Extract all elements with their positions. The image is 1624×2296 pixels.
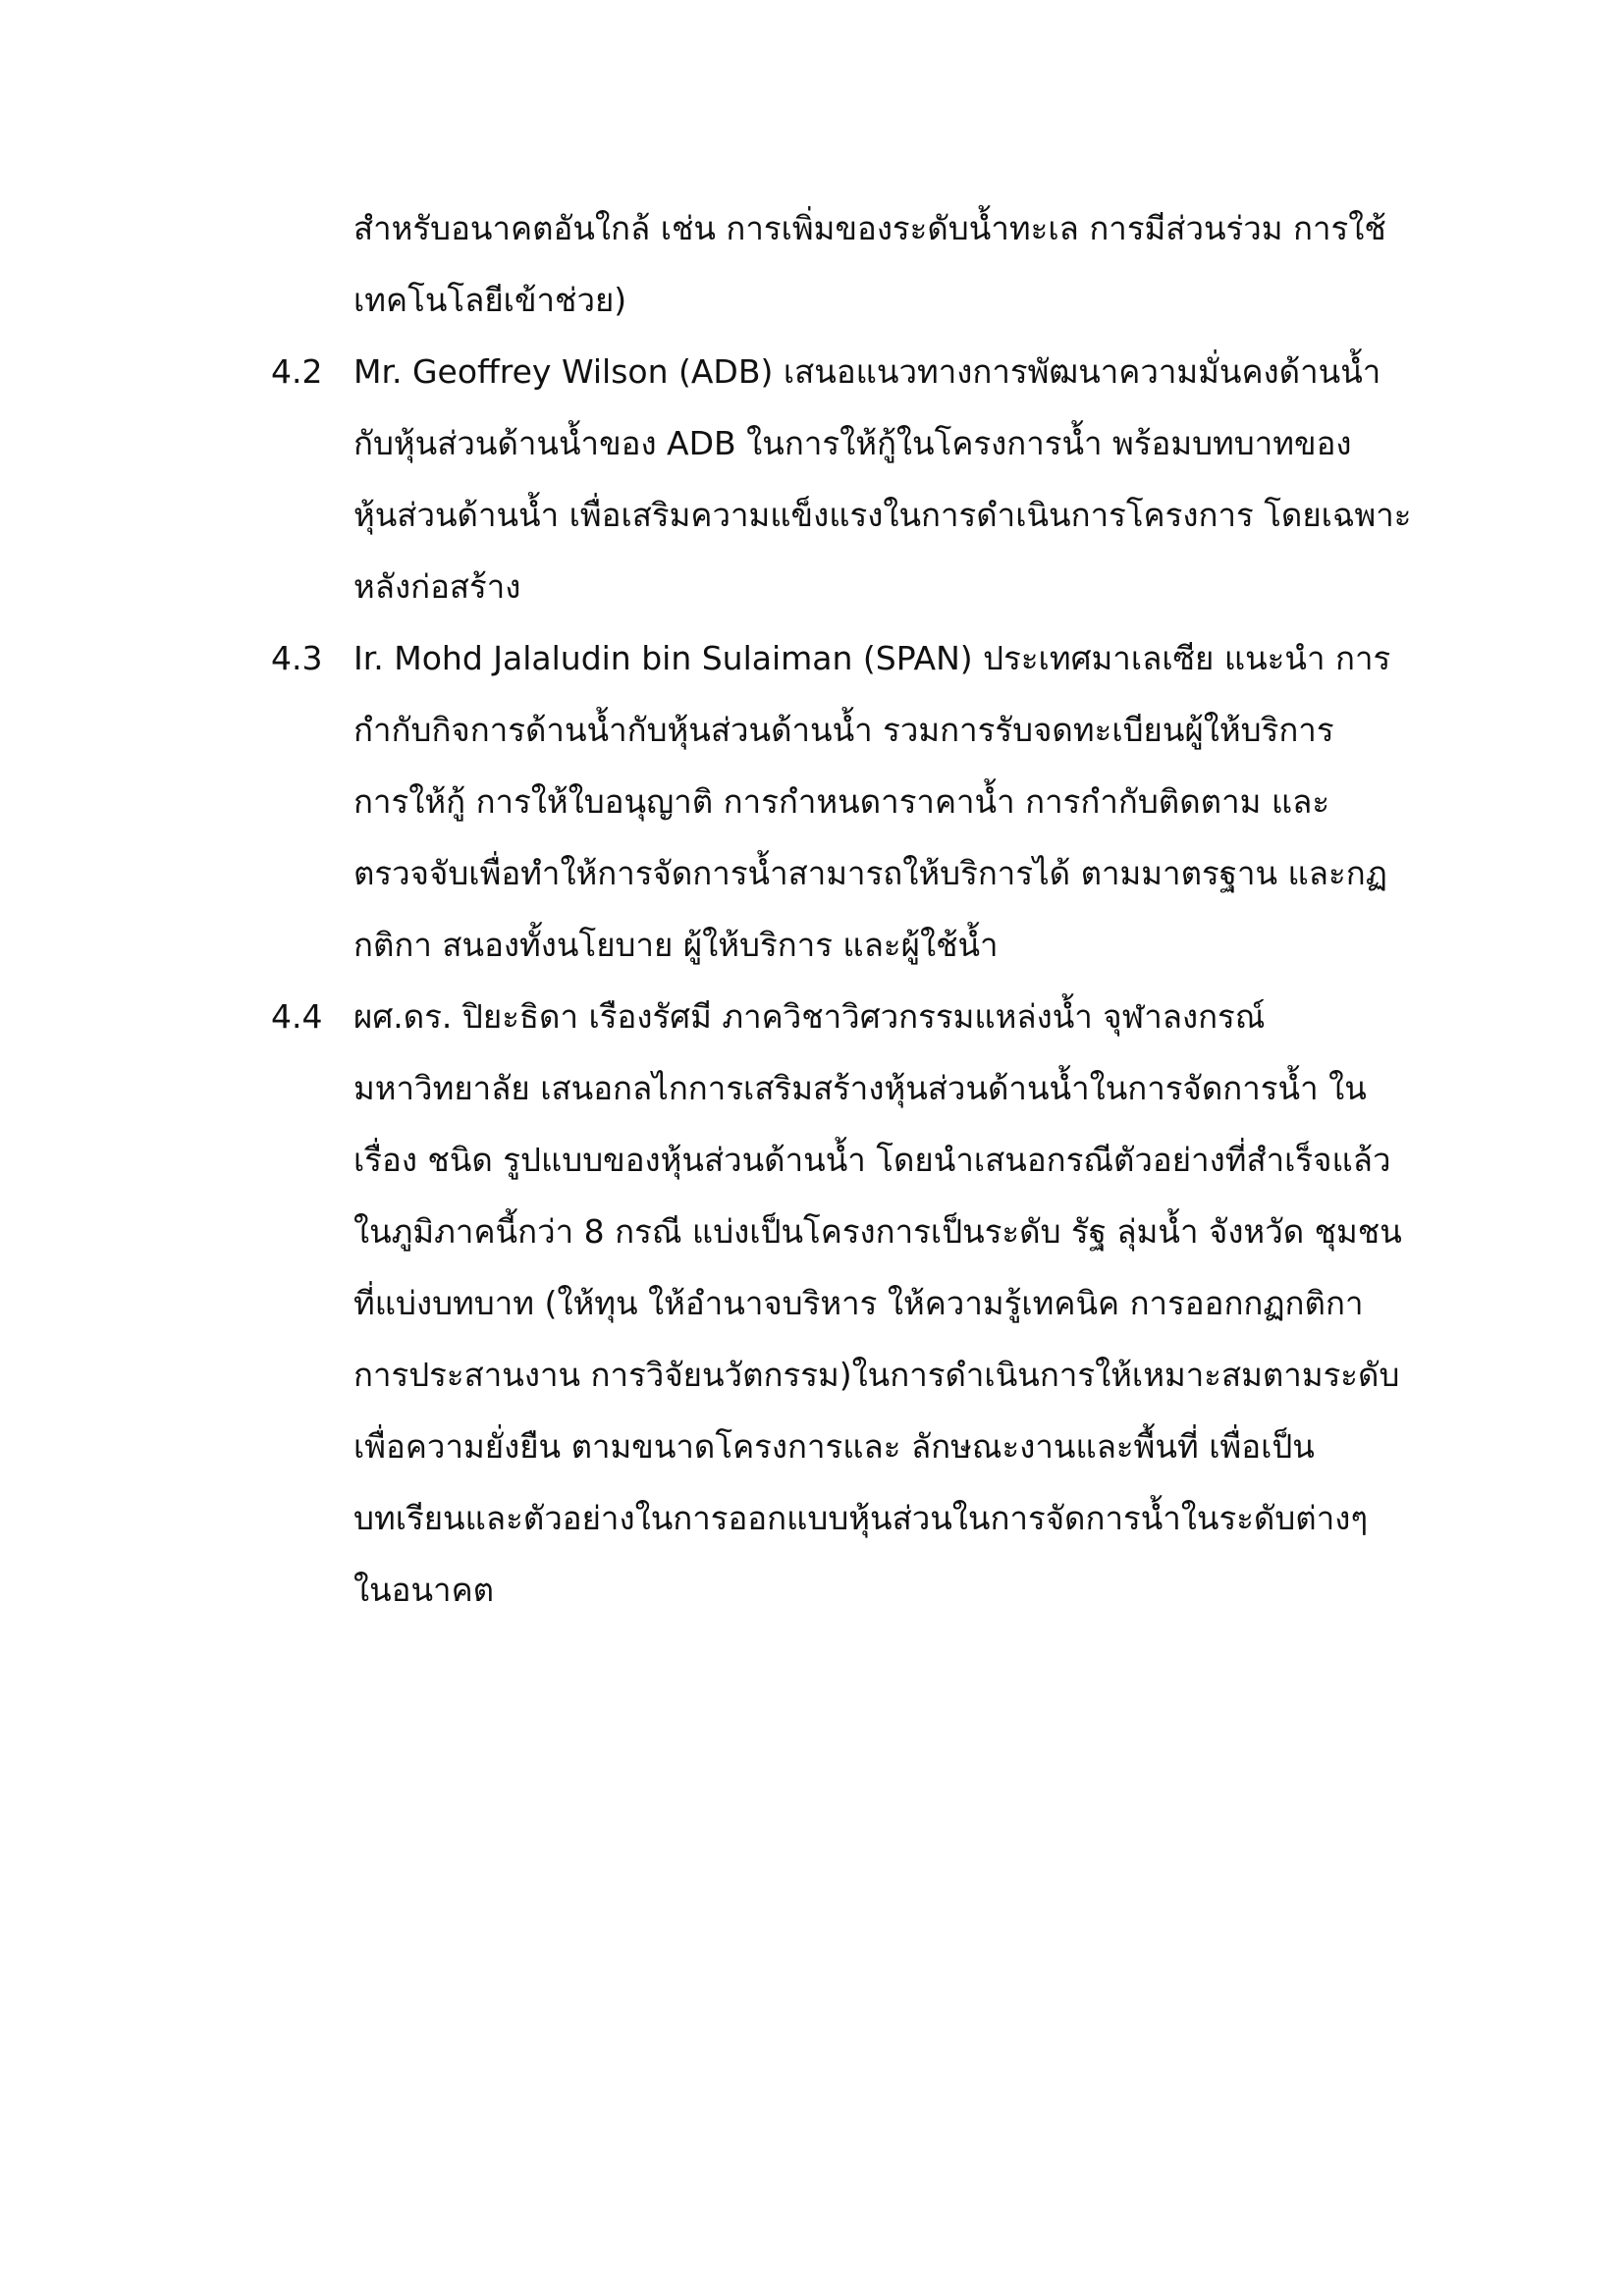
item-number: 4.2 bbox=[271, 352, 323, 391]
paragraph-line: บทเรียนและตัวอย่างในการออกแบบหุ้นส่วนในการจัดการน้ำในระดับต่างๆ bbox=[353, 1499, 1369, 1537]
item-text: ผศ.ดร. ปิยะธิดา เรืองรัศมี ภาควิชาวิศวกรรมแหล่งน้ำ จุฬาลงกรณ์ bbox=[353, 997, 1266, 1036]
paragraph-line: การประสานงาน การวิจัยนวัตกรรม)ในการดำเนินการให้เหมาะสมตามระดับ bbox=[353, 1356, 1400, 1394]
document-body bbox=[271, 192, 1439, 1626]
paragraph-line: หลังก่อสร้าง bbox=[353, 567, 521, 606]
list-item-4-2-first-line bbox=[271, 336, 1439, 407]
paragraph-line: การให้กู้ การให้ใบอนุญาติ การกำหนดาราคาน้ำ การกำกับติดตาม และ bbox=[353, 782, 1330, 821]
paragraph-line: เทคโนโลยีเข้าช่วย) bbox=[353, 281, 627, 319]
paragraph-line: เพื่อความยั่งยืน ตามขนาดโครงการและ ลักษณะงานและพื้นที่ เพื่อเป็น bbox=[353, 1427, 1315, 1466]
item-number: 4.3 bbox=[271, 639, 323, 677]
paragraph-line: กำกับกิจการด้านน้ำกับหุ้นส่วนด้านน้ำ รวมการรับจดทะเบียนผู้ให้บริการ bbox=[353, 711, 1334, 749]
paragraph-line: ในภูมิภาคนี้กว่า 8 กรณี แบ่งเป็นโครงการเป็นระดับ รัฐ ลุ่มน้ำ จังหวัด ชุมชน bbox=[353, 1212, 1402, 1251]
paragraph-line: ตรวจจับเพื่อทำให้การจัดการน้ำสามารถให้บริการได้ ตามมาตรฐาน และกฏ bbox=[353, 854, 1387, 892]
list-item-4-4-first-line bbox=[271, 981, 1439, 1052]
item-number: 4.4 bbox=[271, 997, 323, 1036]
paragraph-line: มหาวิทยาลัย เสนอกลไกการเสริมสร้างหุ้นส่วนด้านน้ำในการจัดการน้ำ ใน bbox=[353, 1069, 1367, 1107]
paragraph-line: กับหุ้นส่วนด้านน้ำของ ADB ในการให้กู้ในโครงการน้ำ พร้อมบทบาทของ bbox=[353, 424, 1352, 462]
paragraph-line: ในอนาคต bbox=[353, 1571, 495, 1609]
item-text: Mr. Geoffrey Wilson (ADB) เสนอแนวทางการพัฒนาความมั่นคงด้านน้ำ bbox=[353, 352, 1381, 391]
list-item-4-3-first-line bbox=[271, 622, 1439, 694]
item-text: Ir. Mohd Jalaludin bin Sulaiman (SPAN) ประเทศมาเลเซีย แนะนำ การ bbox=[353, 639, 1391, 677]
paragraph-line: กติกา สนองทั้งนโยบาย ผู้ให้บริการ และผู้ใช้น้ำ bbox=[353, 926, 999, 964]
paragraph-line: ที่แบ่งบทบาท (ให้ทุน ให้อำนาจบริหาร ให้ความรู้เทคนิค การออกกฏกติกา bbox=[353, 1284, 1364, 1322]
paragraph-line: หุ้นส่วนด้านน้ำ เพื่อเสริมความแข็งแรงในการดำเนินการโครงการ โดยเฉพาะ bbox=[353, 496, 1412, 534]
paragraph-line: เรื่อง ชนิด รูปแบบของหุ้นส่วนด้านน้ำ โดยนำเสนอกรณีตัวอย่างที่สำเร็จแล้ว bbox=[353, 1141, 1391, 1179]
paragraph-line: สำหรับอนาคตอันใกล้ เช่น การเพิ่มของระดับน้ำทะเล การมีส่วนร่วม การใช้ bbox=[353, 209, 1386, 247]
